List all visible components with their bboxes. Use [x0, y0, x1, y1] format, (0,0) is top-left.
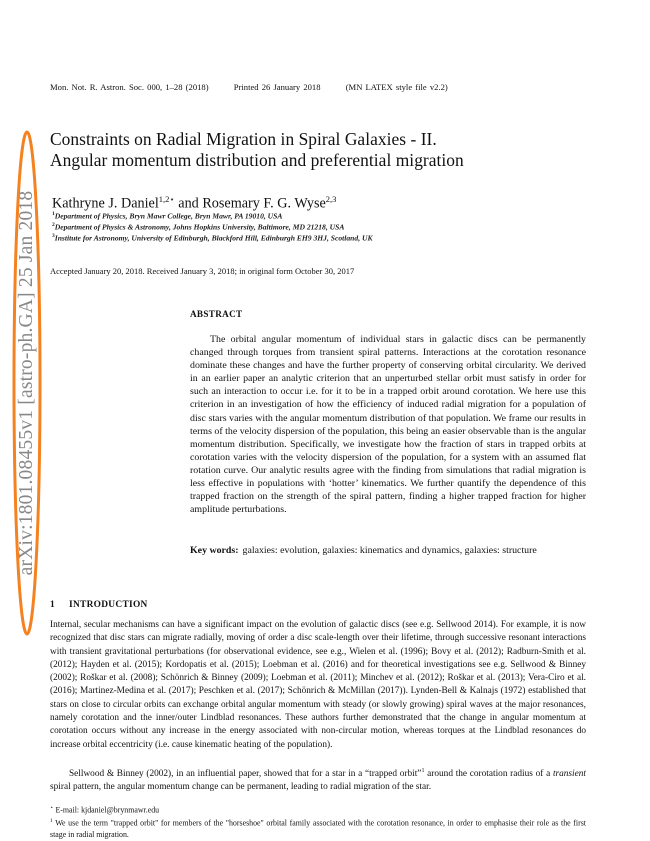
- affiliation: [52, 222, 344, 232]
- affiliation: [52, 233, 373, 243]
- footnote: [50, 803, 586, 816]
- affiliation-text: Department of Physics, Bryn Mawr College, Bryn Mawr, PA 19010, USA: [54, 211, 283, 221]
- affiliation: [52, 211, 282, 221]
- affiliation-text: Department of Physics & Astronomy, Johns Hopkins University, Baltimore, MD 21218, USA: [54, 222, 345, 232]
- submission-dates: Accepted January 20, 2018. Received January 3, 2018; in original form October 30, 2017: [50, 266, 355, 276]
- author-affil-marker: 2,3: [325, 194, 337, 204]
- introduction-paragraph-1: Internal, secular mechanisms can have a significant impact on the evolution of galactic discs (see e.g. Sellwood 2014). For example, it is now recognized that disc stars can migrate radially, moving of order a disc scale-length over their lifetime, through successive resonant interactions with transient gravitational perturbations (for observational evidence, see e.g., Wielen et al. (1996); Bovy et al. (2012); Radburn-Smith et al. (2012); Hayden et al. (2015); Kordopatis et al. (2015); Loebman et al. (2016) and for theoretical investigations see e.g. Sellwood & Binney (2002); Roškar et al. (2008); Schönrich & Binney (2009); Loebman et al. (2011); Minchev et al. (2012); Roškar et al. (2013); Vera-Ciro et al. (2016); Martinez-Medina et al. (2017); Peschken et al. (2017); Schönrich & McMillan (2017)). Lynden-Bell & Kalnajs (1972) established that stars on close to circular orbits can exchange orbital angular momentum with steady (or slowly growing) spiral waves at the major resonances, namely corotation and the inner/outer Lindblad resonances. These authors further demonstrated that the change in angular momentum at corotation occurs without any increase in the energy associated with non-circular motion, whereas torques at the Lindblad resonances do increase orbital eccentricity (i.e. cause kinematic heating of the population).: [50, 620, 586, 750]
- author-affil-marker: 1,2⋆: [158, 194, 175, 204]
- title-line-2: Angular momentum distribution and preferential migration: [50, 150, 464, 170]
- emphasis-text: transient: [552, 769, 586, 780]
- paragraph-text: around the corotation radius of a: [424, 769, 553, 780]
- paragraph-text: spiral pattern, the angular momentum change can be permanent, leading to radial migration of the star.: [50, 782, 432, 793]
- affiliation-number: 3: [52, 233, 55, 239]
- abstract-text: The orbital angular momentum of individual stars in galactic discs can be permanently changed through torques from transient spiral patterns. Interactions at the corotation resonance dominate these changes and have the further property of conserving orbital circularity. We derived in an earlier paper an analytic criterion that an unperturbed stellar orbit must satisfy in order for such an interaction to occur i.e. for it to be in a trapped orbit around corotation. We here use this criterion in an investigation of how the efficiency of induced radial migration for a population of disc stars varies with the angular momentum distribution of that population. We frame our results in terms of the velocity dispersion of the population, this being an easier observable than is the angular momentum distribution. Specifically, we investigate how the fraction of stars in trapped orbits at corotation varies with the velocity dispersion of the population, for a system with an assumed flat rotation curve. Our analytic results agree with the finding from simulations that radial migration is less effective in populations with ‘hotter’ kinematics. We further quantify the dependence of this trapped fraction on the strength of the spiral pattern, finding a higher trapped fraction for higher amplitude perturbations.: [190, 334, 586, 516]
- title-line-1: Constraints on Radial Migration in Spiral Galaxies - II.: [50, 129, 437, 149]
- section-number: 1: [50, 600, 55, 610]
- footnote-mark: ⋆: [50, 805, 54, 811]
- keywords-text: galaxies: evolution, galaxies: kinematics and dynamics, galaxies: structure: [242, 545, 537, 556]
- footnote-marker[interactable]: 1: [421, 768, 425, 774]
- footnotes: [50, 803, 586, 841]
- author-list: [52, 194, 336, 213]
- affiliation-number: 2: [52, 222, 55, 228]
- footnote-text: E-mail: kjdaniel@brynmawr.edu: [55, 805, 160, 815]
- section-title: INTRODUCTION: [69, 600, 148, 610]
- running-head: [50, 82, 470, 92]
- keywords: [190, 544, 586, 557]
- printed-date: Printed 26 January 2018: [233, 82, 321, 92]
- keywords-label: Key words:: [190, 545, 239, 556]
- journal-citation: Mon. Not. R. Astron. Soc. 000, 1–28 (2018): [50, 82, 209, 92]
- author-name: Kathryne J. Daniel: [52, 195, 159, 212]
- abstract-heading: ABSTRACT: [190, 309, 243, 319]
- footnote-mark: 1: [50, 818, 53, 825]
- paragraph-text: Sellwood & Binney (2002), in an influential paper, showed that for a star in a “trapped orbit”: [69, 769, 422, 780]
- footnote: [50, 816, 586, 840]
- author-connector: and: [174, 195, 203, 212]
- arxiv-identifier-stamp: arXiv:1801.08455v1 [astro-ph.GA] 25 Jan 2018: [16, 190, 37, 576]
- paper-title: [50, 129, 464, 171]
- footnote-text: We use the term "trapped orbit" for members of the "horseshoe" orbital family associated with the corotation resonance, in order to emphasise their role as the first stage in radial migration.: [50, 819, 586, 839]
- author-name: Rosemary F. G. Wyse: [202, 195, 326, 212]
- section-heading-introduction: [50, 600, 148, 610]
- style-file-note: (MN LATEX style file v2.2): [345, 82, 448, 92]
- affiliation-number: 1: [52, 211, 55, 217]
- affiliation-text: Institute for Astronomy, University of Edinburgh, Blackford Hill, Edinburgh EH9 3HJ, Scotland, UK: [54, 233, 373, 243]
- introduction-paragraph-2: [50, 765, 586, 795]
